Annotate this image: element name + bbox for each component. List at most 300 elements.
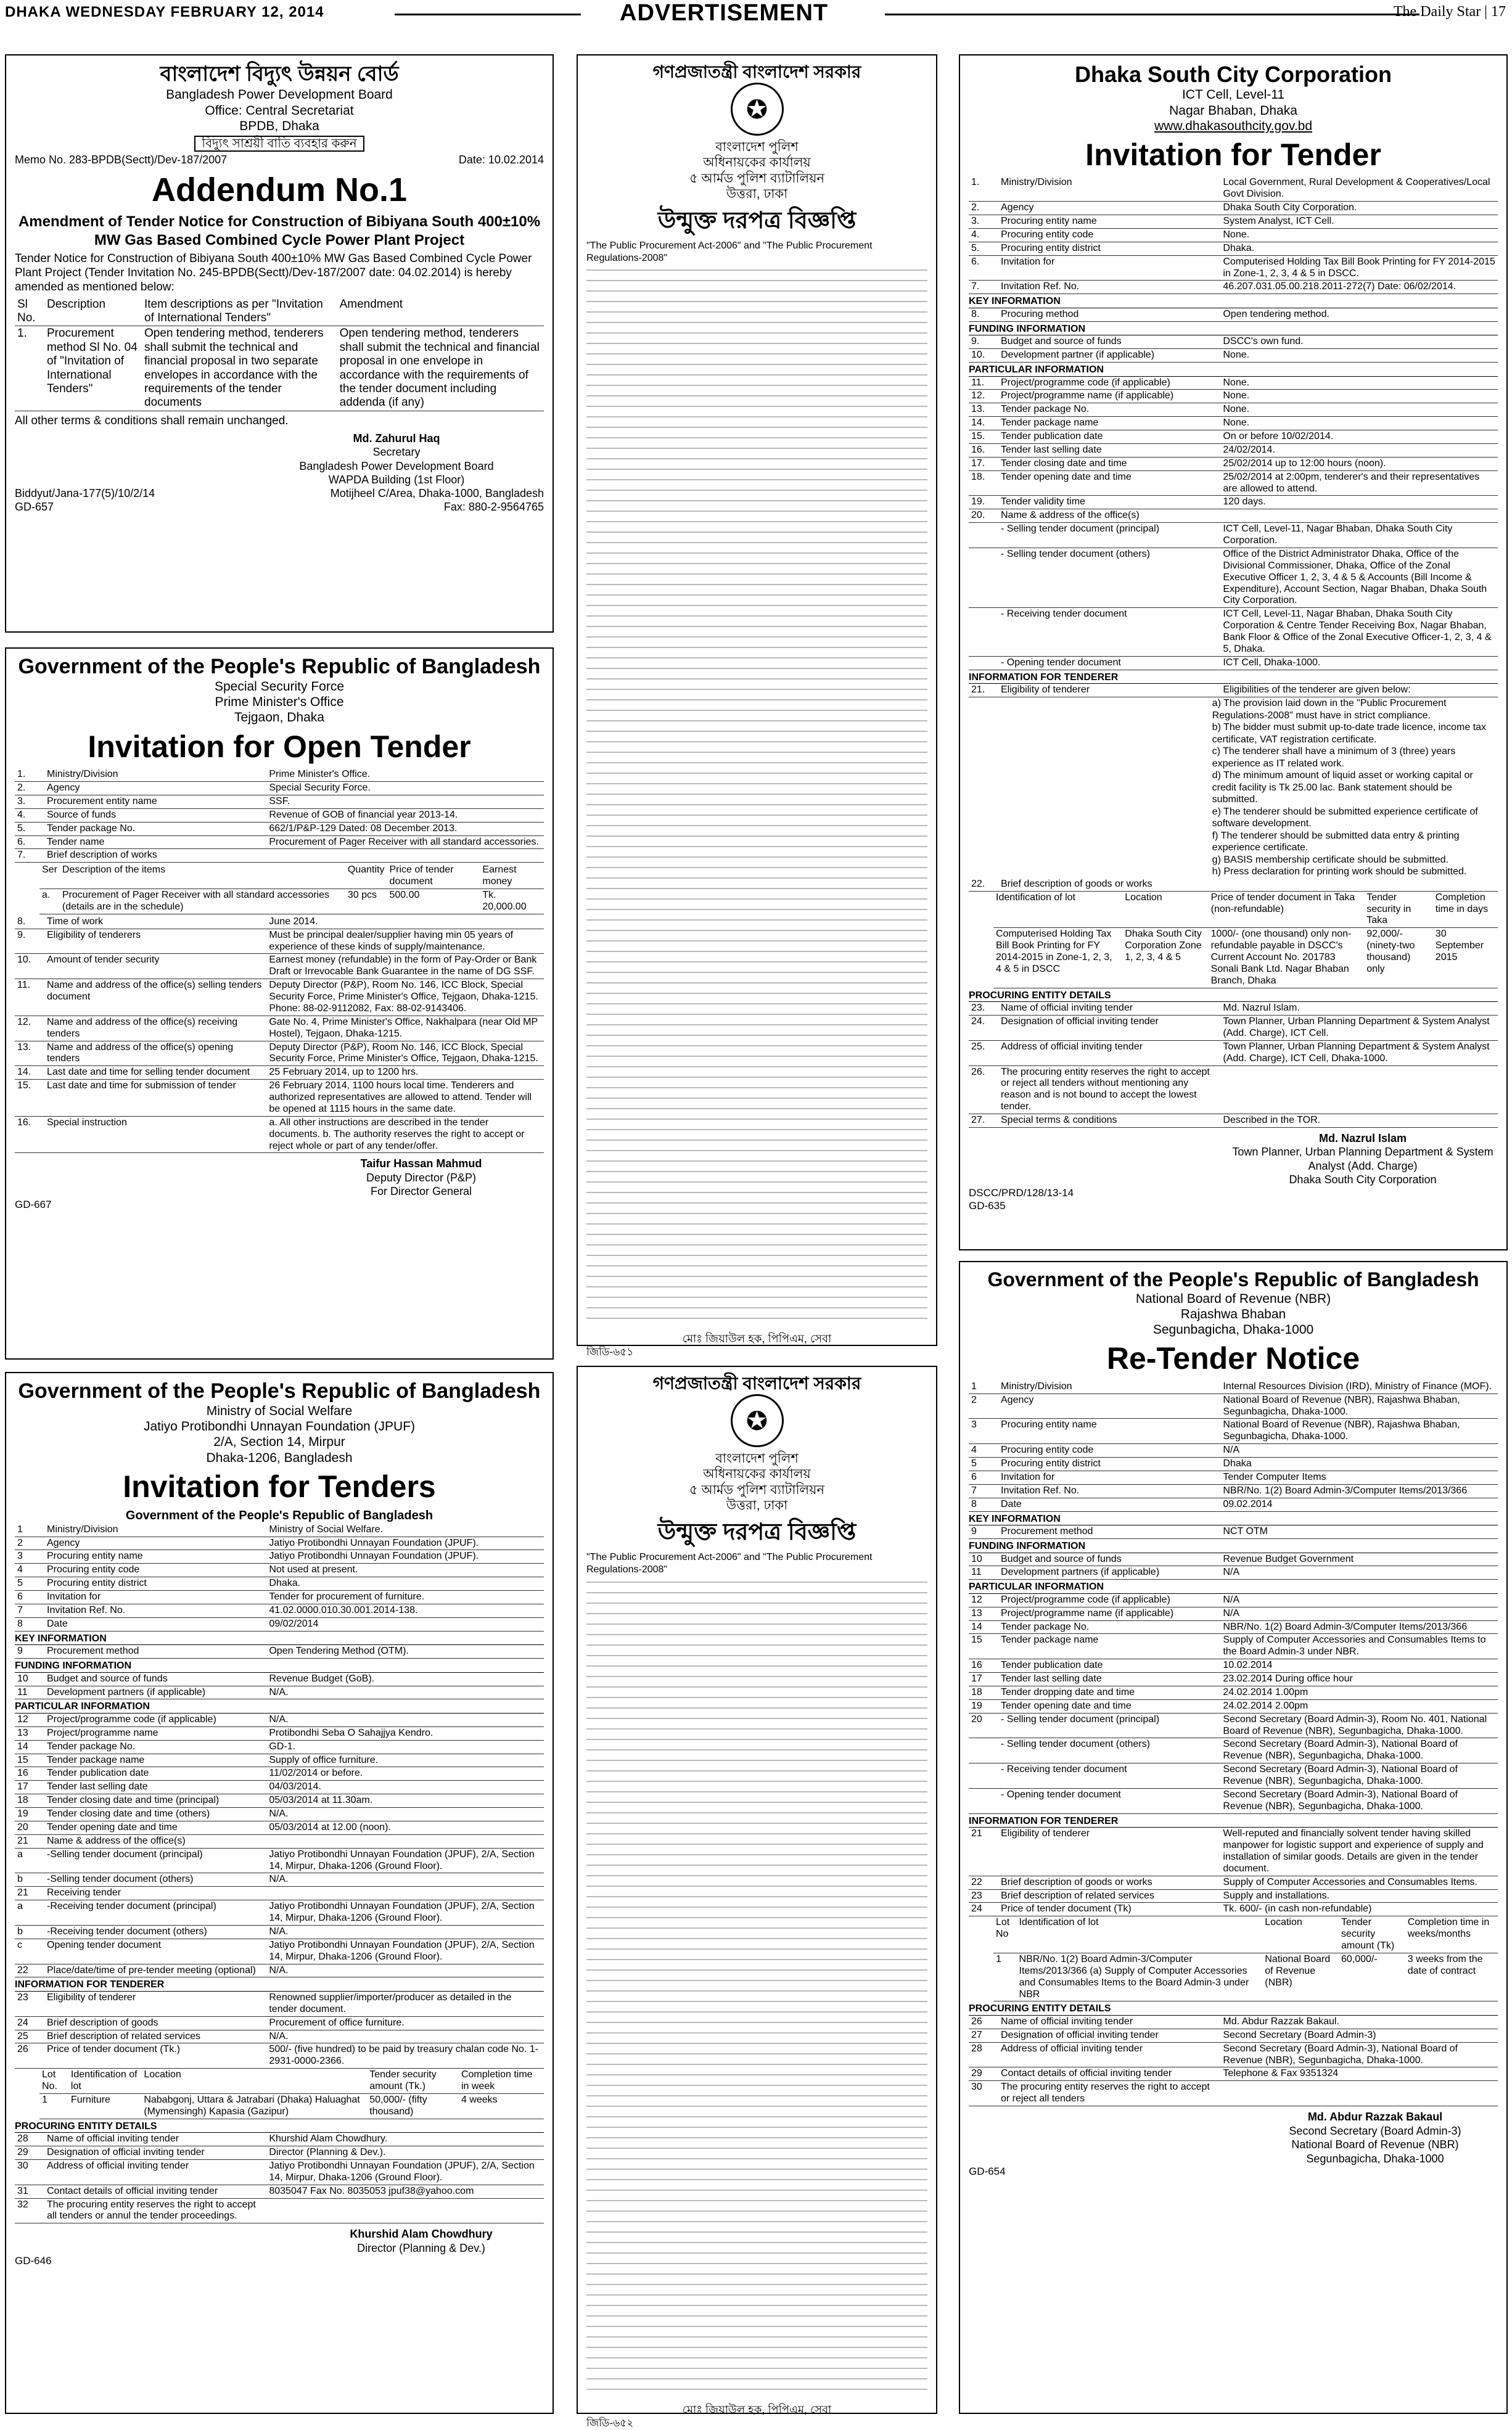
bpdb-date: Date: 10.02.2014 <box>458 154 544 166</box>
table-cell: Tender publication date <box>998 430 1220 444</box>
table-cell: Completion time in days <box>1433 892 1498 928</box>
p1-body-text <box>586 268 927 1328</box>
table-cell: - Selling tender document (principal) <box>998 1713 1220 1738</box>
table-row <box>969 202 1498 215</box>
dateline: DHAKA WEDNESDAY FEBRUARY 12, 2014 <box>5 4 324 20</box>
table-cell: Ministry/Division <box>44 1524 266 1537</box>
table-cell: Tender security in Taka <box>1364 892 1433 928</box>
table-cell: Town Planner, Urban Planning Department & System Analyst (Add. Charge), ICT Cell, Dhaka-1000. <box>1220 1040 1498 1065</box>
list-item: e) The tenderer should be submitted experience certificate of software development. <box>1212 806 1478 829</box>
table-cell: Location <box>141 2069 367 2093</box>
table-cell: Project/programme code (if applicable) <box>998 377 1220 390</box>
table-cell: Khurshid Alam Chowdhury. <box>266 2133 544 2146</box>
table-cell: Ministry/Division <box>44 768 266 781</box>
table-row <box>969 335 1498 348</box>
rule-left <box>395 14 581 15</box>
table-row <box>969 548 1498 607</box>
table-cell: -Receiving tender document (principal) <box>44 1900 266 1926</box>
table-row <box>969 1620 1498 1634</box>
list-item: b) The bidder must submit up-to-date trade licence, income tax certificate, VAT registration certificate. <box>1212 722 1487 745</box>
table-cell: Director (Planning & Dev.). <box>266 2146 544 2160</box>
table-cell: 26 <box>969 2016 998 2029</box>
table-cell <box>266 1887 544 1900</box>
p2-code: জিডি-৬৫২ <box>586 2416 634 2429</box>
table-cell: Tender security amount (Tk) <box>1339 1916 1405 1953</box>
table-cell: Price of tender document in Taka (non-refundable) <box>1209 892 1365 928</box>
bpdb-fax: Fax: 880-2-9564765 <box>443 500 544 513</box>
table-row <box>969 1016 1498 1041</box>
table-cell: - Selling tender document (principal) <box>998 523 1220 548</box>
table-cell: Deputy Director (P&P), Room No. 146, ICC Block, Special Security Force, Prime Minister's Office, Tejgaon, Dhaka-1215. <box>266 1041 544 1066</box>
table-row <box>15 1604 544 1617</box>
table-cell: Second Secretary (Board Admin-3) <box>1220 2029 1498 2042</box>
page-header <box>0 0 1512 25</box>
table-cell: Place/date/time of pre-tender meeting (optional) <box>44 1964 266 1977</box>
table-cell: 3 weeks from the date of contract <box>1405 1953 1498 2001</box>
table-row <box>969 2042 1498 2067</box>
table-cell: Office of the District Administrator Dhaka, Office of the Divisional Commissioner, Dhaka, Office of the Zonal Executive Officer 1, 2, 3, 4 & 5 & Accounts (Bill Income & Expenditure), Account Section, Nagar Bhaban, Dhaka South City Corporation. <box>1220 548 1498 607</box>
table-row <box>969 215 1498 229</box>
table-cell: 15. <box>969 430 998 444</box>
table-cell: Tender opening date and time <box>998 1699 1220 1713</box>
table-cell: Lot No <box>993 1916 1017 1953</box>
table-row <box>15 1016 544 1041</box>
table-cell: 09/02/2014 <box>266 1617 544 1631</box>
jpuf-part-table <box>15 1714 544 1978</box>
table-cell: Dhaka South City Corporation. <box>1220 202 1498 215</box>
table-cell: Designation of official inviting tender <box>998 2029 1220 2042</box>
table-row <box>969 1659 1498 1673</box>
table-row <box>15 2043 544 2069</box>
table-cell: Md. Nazrul Islam. <box>1220 1002 1498 1015</box>
bpdb-office: Office: Central Secretariat <box>205 103 354 118</box>
table-cell: 8 <box>15 1617 44 1631</box>
table-cell: System Analyst, ICT Cell. <box>1220 215 1498 229</box>
table-cell: 16. <box>15 1116 44 1153</box>
table-cell: 6 <box>969 1471 998 1484</box>
bpdb-amend-table <box>15 297 544 411</box>
table-cell: Address of official inviting tender <box>998 1040 1220 1065</box>
table-row <box>15 1939 544 1964</box>
jpuf-fund-table <box>15 1673 544 1700</box>
table-cell: Tk. 20,000.00 <box>480 889 544 914</box>
table-cell: Project/programme code (if applicable) <box>44 1714 266 1726</box>
table-cell: Procuring method <box>998 308 1220 321</box>
dscc-title: Dhaka South City Corporation <box>1074 62 1392 87</box>
table-row <box>15 1116 544 1153</box>
table-row <box>15 1834 544 1848</box>
table-cell: Jatiyo Protibondhi Unnayan Foundation (JPUF), 2/A, Section 14, Mirpur, Dhaka-1206 (Ground Floor). <box>266 1939 544 1964</box>
table-cell: Budget and source of funds <box>998 335 1220 348</box>
table-cell: None. <box>1220 228 1498 242</box>
table-cell: Brief description of works <box>44 849 266 863</box>
table-row <box>15 1740 544 1754</box>
table-cell: 29 <box>15 2146 44 2160</box>
dscc-table <box>969 176 1498 294</box>
table-cell: - Selling tender document (others) <box>998 1738 1220 1763</box>
table-cell <box>1220 2081 1498 2106</box>
table-cell: 11. <box>969 377 998 390</box>
table-cell: 2. <box>969 202 998 215</box>
table-cell: 1 <box>969 1381 998 1394</box>
table-row <box>969 1114 1498 1128</box>
jpuf-part: PARTICULAR INFORMATION <box>15 1701 544 1714</box>
table-cell: Dhaka South City Corporation Zone 1, 2, 3, 4 & 5 <box>1122 928 1208 988</box>
table-cell: Date <box>44 1617 266 1631</box>
table-row <box>15 768 544 781</box>
table-cell: 1. <box>15 768 44 781</box>
table-cell <box>1220 878 1498 891</box>
table-cell: 25. <box>969 1040 998 1065</box>
table-cell: 6. <box>15 835 44 849</box>
table-cell: 2 <box>969 1394 998 1419</box>
table-cell <box>969 1738 998 1763</box>
dscc-sig-4: Dhaka South City Corporation <box>1289 1173 1437 1186</box>
table-cell: Agency <box>998 202 1220 215</box>
table-cell: 2 <box>15 1537 44 1550</box>
table-cell: 120 days. <box>1220 496 1498 509</box>
table-cell: 19. <box>969 496 998 509</box>
table-row <box>15 1714 544 1726</box>
nbr-info: INFORMATION FOR TENDERER <box>969 1815 1498 1828</box>
table-cell: 24/02/2014. <box>1220 443 1498 457</box>
ssf-sig-for: For Director General <box>370 1185 472 1198</box>
bpdb-addr: Motijheel C/Area, Dhaka-1000, Bangladesh <box>330 486 544 499</box>
table-cell: 5. <box>969 242 998 255</box>
table-cell: Local Government, Rural Development & Cooperatives/Local Govt Division. <box>1220 176 1498 201</box>
jpuf-table <box>15 1524 544 1632</box>
ssf-sig-name: Taifur Hassan Mahmud <box>360 1157 482 1170</box>
table-cell: Eligibility of tenderer <box>998 1828 1220 1876</box>
table-cell: 9. <box>15 929 44 954</box>
jpuf-key: KEY INFORMATION <box>15 1633 544 1646</box>
ssf-sig-title: Deputy Director (P&P) <box>366 1171 477 1184</box>
table-cell: None. <box>1220 417 1498 430</box>
table-cell: Procurement of Pager Receiver with all standard accessories (details are in the schedule) <box>60 889 345 914</box>
table-row <box>969 1903 1498 1916</box>
table-row <box>969 349 1498 363</box>
table-row <box>15 835 544 849</box>
table-cell: Described in the TOR. <box>1220 1114 1498 1128</box>
list-item: d) The minimum amount of liquid asset or working capital or credit facility is Tk 25.00 lac. Bank statement should be submitted. <box>1212 770 1473 805</box>
jpuf-big: Invitation for Tenders <box>123 1469 436 1504</box>
table-cell: Gate No. 4, Prime Minister's Office, Nakhalpara (near Old MP Hostel), Tejgaon, Dhaka-1215. <box>266 1016 544 1041</box>
table-cell: 11 <box>969 1566 998 1580</box>
nbr-sig-4: Segunbagicha, Dhaka-1000 <box>1306 2152 1444 2165</box>
table-cell: 92,000/- (ninety-two thousand) only <box>1364 928 1433 988</box>
table-cell: Revenue Budget Government <box>1220 1553 1498 1566</box>
table-cell: Designation of official inviting tender <box>998 1016 1220 1041</box>
table-cell: Eligibility of tenderers <box>44 929 266 954</box>
dscc-code: GD-635 <box>969 1199 1006 1212</box>
nbr-title: Government of the People's Republic of Bangladesh <box>987 1268 1479 1291</box>
table-cell: 6. <box>969 255 998 281</box>
table-cell: 4 <box>15 1564 44 1577</box>
table-cell: 5. <box>15 822 44 835</box>
table-cell: 24 <box>969 1903 998 1916</box>
table-cell: 16. <box>969 443 998 457</box>
table-cell: Tk. 600/- (in cash non-refundable) <box>1220 1903 1498 1916</box>
table-cell: Name of official inviting tender <box>998 2016 1220 2029</box>
table-cell: Contact details of official inviting tender <box>998 2067 1220 2081</box>
table-cell: 500/- (five hundred) to be paid by treasury chalan code No. 1-2931-0000-2366. <box>266 2043 544 2069</box>
table-cell: 14. <box>15 1066 44 1080</box>
table-row <box>969 1002 1498 1015</box>
table-row <box>15 2133 544 2146</box>
table-cell: Name of official inviting tender <box>998 1002 1220 1015</box>
table-cell: 500.00 <box>387 889 480 914</box>
table-cell: 23.02.2014 During office hour <box>1220 1673 1498 1686</box>
table-row <box>969 1381 1498 1394</box>
table-cell: 16 <box>969 1659 998 1673</box>
table-cell: N/A. <box>266 1964 544 1977</box>
table-cell: 12 <box>15 1714 44 1726</box>
table-cell: Second Secretary (Board Admin-3), National Board of Revenue (NBR), Segunbagicha, Dhaka-1000. <box>1220 1738 1498 1763</box>
table-cell: Invitation for <box>998 1471 1220 1484</box>
table-cell: Name of official inviting tender <box>44 2133 266 2146</box>
ssf-table <box>15 768 544 863</box>
jpuf-code: GD-646 <box>15 2255 52 2267</box>
ssf-l3: Tejgaon, Dhaka <box>234 710 324 725</box>
table-cell: 7. <box>969 281 998 294</box>
table-cell: Quantity <box>345 864 387 889</box>
table-row <box>15 916 544 929</box>
table-row <box>969 1458 1498 1471</box>
ssf-big: Invitation for Open Tender <box>88 729 471 764</box>
table-cell: None. <box>1220 377 1498 390</box>
list-item: f) The tenderer should be submitted data entry & printing experience certificate. <box>1212 830 1460 853</box>
table-cell: Procurement method <box>998 1525 1220 1538</box>
nbr-sig-3: National Board of Revenue (NBR) <box>1291 2138 1459 2151</box>
table-cell: 25/02/2014 at 2:00pm, tenderer's and their representatives are allowed to attend. <box>1220 470 1498 496</box>
table-cell: Procurement method <box>44 1645 266 1658</box>
jpuf-key-table <box>15 1645 544 1659</box>
table-row <box>969 1553 1498 1566</box>
bpdb-subject: Amendment of Tender Notice for Construction of Bibiyana South 400±10% MW Gas Based Combined Cycle Power Plant Project <box>18 213 541 248</box>
table-cell: 05/03/2014 at 12.00 (noon). <box>266 1821 544 1834</box>
bpdb-other: All other terms & conditions shall remain unchanged. <box>15 414 289 427</box>
table-cell: -Receiving tender document (others) <box>44 1925 266 1939</box>
table-cell: 21 <box>969 1828 998 1876</box>
table-cell: Procuring entity district <box>998 242 1220 255</box>
table-cell: Jatiyo Protibondhi Unnayan Foundation (JPUF), 2/A, Section 14, Mirpur, Dhaka-1206 (Ground Floor). <box>266 1848 544 1873</box>
table-cell: 18. <box>969 470 998 496</box>
nbr-table <box>969 1381 1498 1512</box>
table-cell: National Board of Revenue (NBR) <box>1262 1953 1339 2001</box>
dscc-sig-3: Analyst (Add. Charge) <box>1308 1159 1418 1172</box>
table-cell: Supply of Computer Accessories and Consumables Items. <box>1220 1876 1498 1889</box>
table-cell: ICT Cell, Level-11, Nagar Bhaban, Dhaka South City Corporation. <box>1220 523 1498 548</box>
dscc-info: INFORMATION FOR TENDERER <box>969 671 1498 684</box>
bpdb-ref: Biddyut/Jana-177(5)/10/2/14 <box>15 486 155 499</box>
table-cell: 21. <box>969 684 998 697</box>
nbr-l3: Segunbagicha, Dhaka-1000 <box>1152 1323 1314 1337</box>
table-cell: Designation of official inviting tender <box>44 2146 266 2160</box>
jpuf-lot <box>39 2069 544 2119</box>
table-cell: 3. <box>969 215 998 229</box>
jpuf-sig-name: Khurshid Alam Chowdhury <box>350 2228 493 2241</box>
table-cell: 4. <box>15 808 44 822</box>
table-row <box>15 1686 544 1699</box>
dscc-key-table <box>969 308 1498 322</box>
bpdb-title: Addendum No.1 <box>152 171 407 209</box>
table-cell: 8 <box>969 1498 998 1511</box>
table-row <box>969 1686 1498 1699</box>
table-row <box>15 2185 544 2198</box>
table-cell: Jatiyo Protibondhi Unnayan Foundation (JPUF). <box>266 1537 544 1550</box>
p2-big: উন্মুক্ত দরপত্র বিজ্ঞপ্তি <box>657 1519 857 1545</box>
table-cell: 15. <box>15 1080 44 1117</box>
table-cell: Brief description of related services <box>44 2030 266 2043</box>
table-cell: 23 <box>15 1992 44 2016</box>
table-cell: 23 <box>969 1889 998 1903</box>
table-cell: 14 <box>15 1740 44 1754</box>
p2-t3: অধিনায়কের কার্যালয় <box>703 1467 811 1482</box>
table-cell: 5 <box>15 1577 44 1591</box>
table-cell: 9 <box>15 1645 44 1658</box>
table-cell: Tender package No. <box>998 403 1220 417</box>
table-row <box>15 1564 544 1577</box>
table-cell: Name & address of the office(s) <box>44 1834 266 1848</box>
jpuf-sub: Government of the People's Republic of Bangladesh <box>125 1509 433 1523</box>
table-cell: Location <box>1122 892 1208 928</box>
table-cell: 19 <box>969 1699 998 1713</box>
table-row <box>969 1876 1498 1889</box>
jpuf-ent-table <box>15 2133 544 2223</box>
table-cell: 20 <box>15 1821 44 1834</box>
table-cell: 7. <box>15 849 44 863</box>
table-cell: Jatiyo Protibondhi Unnayan Foundation (JPUF). <box>266 1550 544 1564</box>
table-cell: Revenue Budget (GoB). <box>266 1673 544 1686</box>
jpuf-fund: FUNDING INFORMATION <box>15 1660 544 1673</box>
table-row <box>15 2146 544 2160</box>
table-cell: - Opening tender document <box>998 656 1220 670</box>
dscc-fund: FUNDING INFORMATION <box>969 323 1498 336</box>
p2-body-text <box>586 1579 927 2399</box>
table-cell: Last date and time for submission of tender <box>44 1080 266 1117</box>
table-row <box>969 377 1498 390</box>
dscc-key: KEY INFORMATION <box>969 295 1498 308</box>
table-cell: Second Secretary (Board Admin-3), National Board of Revenue (NBR), Segunbagicha, Dhaka-1000. <box>1220 2042 1498 2067</box>
bpdb-sig-org: Bangladesh Power Development Board <box>299 459 494 472</box>
ssf-table-2 <box>15 916 544 1154</box>
nbr-l2: Rajashwa Bhaban <box>1180 1307 1286 1321</box>
table-cell: 9 <box>969 1525 998 1538</box>
table-cell: Tender last selling date <box>44 1781 266 1794</box>
table-cell <box>266 849 544 863</box>
table-cell <box>969 1763 998 1789</box>
table-cell: a <box>15 1848 44 1873</box>
table-row <box>969 2029 1498 2042</box>
table-cell: Supply and installations. <box>1220 1889 1498 1903</box>
list-item: a) The provision laid down in the "Public Procurement Regulations-2008" must have in strict compliance. <box>1212 698 1447 721</box>
dscc-l1: ICT Cell, Level-11 <box>1181 88 1285 102</box>
table-cell: 25 February 2014, up to 1200 hrs. <box>266 1066 544 1080</box>
table-row <box>15 822 544 835</box>
table-cell: Earnest money <box>480 864 544 889</box>
table-cell: Renowned supplier/importer/producer as detailed in the tender document. <box>266 1992 544 2016</box>
dscc-part-table <box>969 377 1498 670</box>
table-cell: Tender last selling date <box>998 1673 1220 1686</box>
table-row <box>969 403 1498 417</box>
table-row <box>969 1498 1498 1511</box>
table-cell: Price of tender document <box>387 864 480 889</box>
table-cell: 22 <box>969 1876 998 1889</box>
p2-t1: গণপ্রজাতন্ত্রী বাংলাদেশ সরকার <box>652 1374 861 1393</box>
table-cell: ICT Cell, Dhaka-1000. <box>1220 656 1498 670</box>
table-row <box>969 1699 1498 1713</box>
table-cell: Second Secretary (Board Admin-3), National Board of Revenue (NBR), Segunbagicha, Dhaka-1000. <box>1220 1763 1498 1789</box>
table-cell: Tender validity time <box>998 496 1220 509</box>
table-cell: 11 <box>15 1686 44 1699</box>
table-cell: Open tendering method. <box>1220 308 1498 321</box>
table-cell: 8. <box>15 916 44 929</box>
dscc-elig-list <box>1212 697 1498 878</box>
table-cell: N/A <box>1220 1607 1498 1620</box>
table-cell: 18 <box>15 1794 44 1808</box>
table-row <box>969 176 1498 201</box>
table-cell: 4 weeks <box>459 2093 544 2119</box>
p1-t5: উত্তরা, ঢাকা <box>726 186 788 201</box>
table-cell: 05/03/2014 at 11.30am. <box>266 1794 544 1808</box>
table-cell: 13. <box>15 1041 44 1066</box>
table-cell: Procuring entity code <box>998 228 1220 242</box>
table-cell: a <box>15 1900 44 1926</box>
table-cell: 13 <box>969 1607 998 1620</box>
list-item: g) BASIS membership certificate should be submitted. <box>1212 854 1448 865</box>
table-cell <box>969 656 998 670</box>
table-cell: Deputy Director (P&P), Room No. 146, ICC Block, Special Security Force, Prime Minister's Office, Tejgaon, Dhaka-1215. Phone: 88-02-9112082, Fax: 88-02-9143406. <box>266 979 544 1016</box>
dscc-web-link[interactable]: www.dhakasouthcity.gov.bd <box>1154 118 1313 133</box>
dscc-goods-table <box>969 878 1498 892</box>
table-cell: 12. <box>15 1016 44 1041</box>
table-row <box>969 1394 1498 1419</box>
p2-t2: বাংলাদেশ পুলিশ <box>715 1451 799 1466</box>
th-new: Amendment <box>337 297 544 326</box>
table-cell: Jatiyo Protibondhi Unnayan Foundation (JPUF), 2/A, Section 14, Mirpur, Dhaka-1206 (Ground Floor). <box>266 1900 544 1926</box>
table-cell: Procurement of Pager Receiver with all standard accessories. <box>266 835 544 849</box>
table-cell: 30 <box>15 2159 44 2185</box>
table-cell: Furniture <box>68 2093 141 2119</box>
table-cell: ICT Cell, Level-11, Nagar Bhaban, Dhaka South City Corporation & Centre Tender Receiving Box, Nagar Bhaban, Bank Floor & Office of the Zonal Executive Officer-1, 2, 3, 4 & 5, Dhaka. <box>1220 608 1498 657</box>
p1-t3: অধিনায়কের কার্যালয় <box>703 155 811 170</box>
bpdb-sig-title: Secretary <box>372 446 421 459</box>
table-cell: Project/programme name (if applicable) <box>998 1607 1220 1620</box>
table-cell: Open Tendering Method (OTM). <box>266 1645 544 1658</box>
table-cell: 662/1/P&P-129 Dated: 08 December 2013. <box>266 822 544 835</box>
table-cell: N/A. <box>266 1873 544 1887</box>
dscc-fund-table <box>969 335 1498 363</box>
table-row <box>969 1444 1498 1458</box>
table-cell: 24 <box>15 2016 44 2030</box>
table-row <box>969 509 1498 523</box>
table-cell: -Selling tender document (others) <box>44 1873 266 1887</box>
table-row <box>15 849 544 863</box>
table-cell: 17. <box>969 457 998 470</box>
table-row <box>969 470 1498 496</box>
ad-nbr <box>959 1261 1508 2414</box>
table-cell: Lot No. <box>39 2069 68 2093</box>
table-cell: a. All other instructions are described in the tender documents. b. The authority reserves the right to accept or reject whole or part of any tender/offer. <box>266 1116 544 1153</box>
table-cell: NCT OTM <box>1220 1525 1498 1538</box>
table-cell: 17 <box>969 1673 998 1686</box>
table-cell: 2. <box>15 782 44 795</box>
table-row <box>969 1634 1498 1659</box>
table-row <box>969 443 1498 457</box>
table-cell: Tender opening date and time <box>44 1821 266 1834</box>
table-cell: 26 February 2014, 1100 hours local time. Tenderers and authorized representatives are allowed to attend. Tender will be opened at 1115 hours in the same date. <box>266 1080 544 1117</box>
table-cell <box>1220 1065 1498 1114</box>
